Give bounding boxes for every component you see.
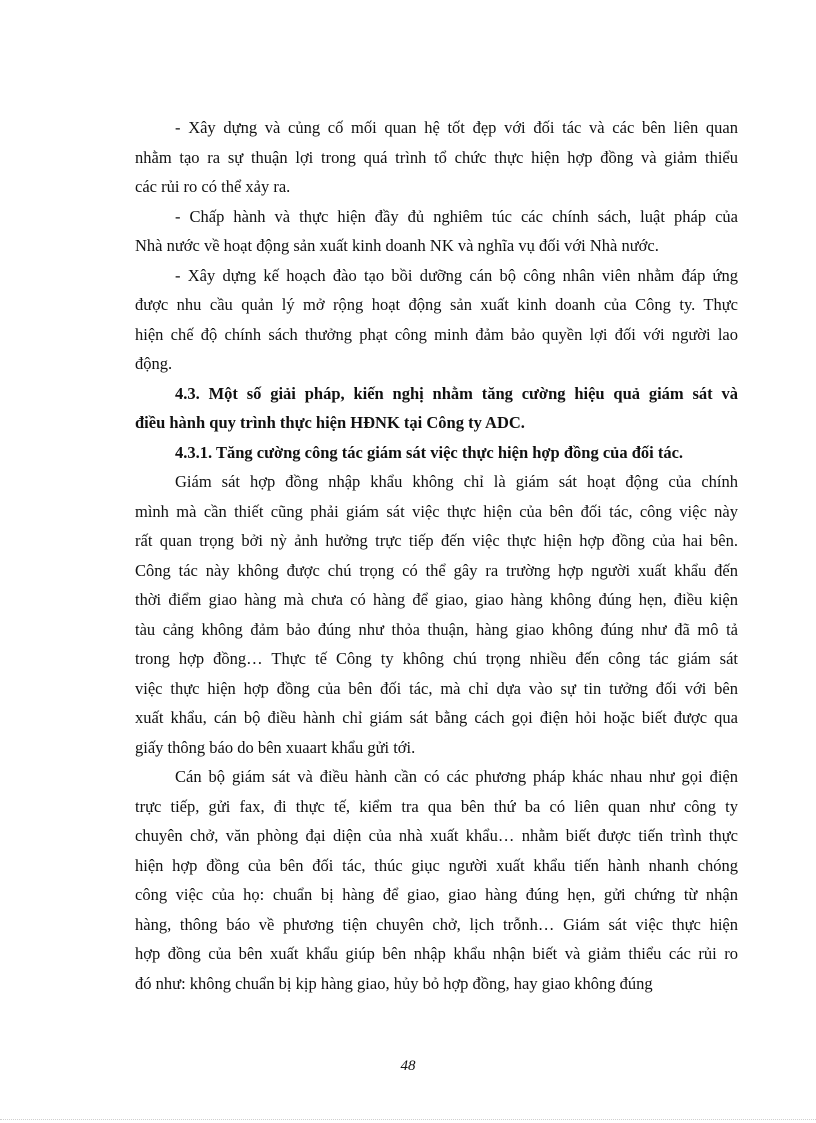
text-line: hiện hợp đồng của bên đối tác, thúc giục người xuất khẩu tiến hành nhanh chóng bbox=[135, 855, 738, 875]
subsection-heading-4-3-1 bbox=[135, 438, 738, 468]
text-line: trực tiếp, gửi fax, đi thực tế, kiểm tra qua bên thứ ba có liên quan như công ty bbox=[135, 796, 738, 816]
text-line: chuyên chở, văn phòng đại diện của nhà xuất khẩu… nhằm biết được tiến trình thực bbox=[135, 826, 738, 845]
text-line: động. bbox=[135, 354, 173, 373]
text-line: tàu cảng không đảm bảo đúng như thỏa thuận, hàng giao không đúng như đã mô tả bbox=[135, 619, 738, 639]
text-line: - Xây dựng và củng cố mối quan hệ tốt đẹp với đối tác và các bên liên quan bbox=[175, 118, 738, 137]
text-line: rất quan trọng bởi nỳ ảnh hưởng trực tiếp đến việc thực hiện hợp đồng của hai bên. bbox=[135, 531, 738, 550]
section-heading-4-3 bbox=[135, 379, 738, 438]
text-line: - Xây dựng kế hoạch đào tạo bồi dưỡng cán bộ công nhân viên nhằm đáp ứng bbox=[175, 265, 738, 285]
text-line: nhằm tạo ra sự thuận lợi trong quá trình tổ chức thực hiện hợp đồng và giảm thiểu bbox=[135, 147, 738, 167]
page-number: 48 bbox=[400, 1058, 416, 1074]
text-line: việc thực hiện hợp đồng của bên đối tác, mà chỉ dựa vào sự tin tưởng đối với bên bbox=[135, 678, 738, 698]
text-line: hiện chế độ chính sách thưởng phạt công minh đảm bảo quyền lợi đối với người lao bbox=[135, 324, 738, 344]
text-line: Giám sát hợp đồng nhập khẩu không chỉ là giám sát hoạt động của chính bbox=[175, 472, 738, 491]
paragraph-supervision-methods bbox=[135, 762, 738, 998]
text-line: - Chấp hành và thực hiện đầy đủ nghiêm túc các chính sách, luật pháp của bbox=[175, 206, 738, 226]
heading-line: điều hành quy trình thực hiện HĐNK tại Công ty ADC. bbox=[135, 413, 525, 432]
text-line: được nhu cầu quản lý mở rộng hoạt động sản xuất kinh doanh của Công ty. Thực bbox=[135, 295, 738, 314]
text-line: trong hợp đồng… Thực tế Công ty không chú trọng nhiều đến công tác giám sát bbox=[135, 649, 738, 668]
page-body bbox=[135, 113, 738, 998]
text-line: hàng, thông báo về phương tiện chuyên chở, lịch trỗnh… Giám sát việc thực hiện bbox=[135, 914, 738, 934]
heading-line: 4.3.1. Tăng cường công tác giám sát việc thực hiện hợp đồng của đối tác. bbox=[175, 442, 684, 462]
text-line: công việc của họ: chuẩn bị hàng để giao, giao hàng đúng hẹn, gửi chứng từ nhận bbox=[135, 885, 738, 904]
heading-line: 4.3. Một số giải pháp, kiến nghị nhằm tăng cường hiệu quả giám sát và bbox=[175, 383, 738, 403]
text-line: đó như: không chuẩn bị kịp hàng giao, hủy bỏ hợp đồng, hay giao không đúng bbox=[135, 973, 653, 993]
text-line: mình mà cần thiết cũng phải giám sát việc thực hiện của bên đối tác, công việc này bbox=[135, 501, 738, 521]
text-line: xuất khẩu, cán bộ điều hành chỉ giám sát bằng cách gọi điện hỏi hoặc biết được qua bbox=[135, 708, 738, 727]
text-line: hợp đồng của bên xuất khẩu giúp bên nhập khẩu nhận biết và giảm thiểu các rủi ro bbox=[135, 944, 738, 963]
paragraph-partner-relations bbox=[135, 113, 738, 202]
page-bottom-divider bbox=[0, 1119, 816, 1120]
text-line: Nhà nước về hoạt động sản xuất kinh doanh NK và nghĩa vụ đối với Nhà nước. bbox=[135, 236, 659, 255]
text-line: các rủi ro có thể xảy ra. bbox=[135, 177, 291, 196]
paragraph-contract-supervision bbox=[135, 467, 738, 762]
paragraph-legal-compliance bbox=[135, 202, 738, 261]
paragraph-staff-training bbox=[135, 261, 738, 379]
text-line: Công tác này không được chú trọng có thể gây ra trường hợp người xuất khẩu đến bbox=[135, 560, 738, 580]
text-line: thời điểm giao hàng mà chưa có hàng để giao, giao hàng không đúng hẹn, điều kiện bbox=[135, 590, 738, 609]
text-line: Cán bộ giám sát và điều hành cần có các phương pháp khác nhau như gọi điện bbox=[175, 767, 738, 786]
text-line: giấy thông báo do bên xuaart khẩu gửi tới. bbox=[135, 737, 416, 757]
